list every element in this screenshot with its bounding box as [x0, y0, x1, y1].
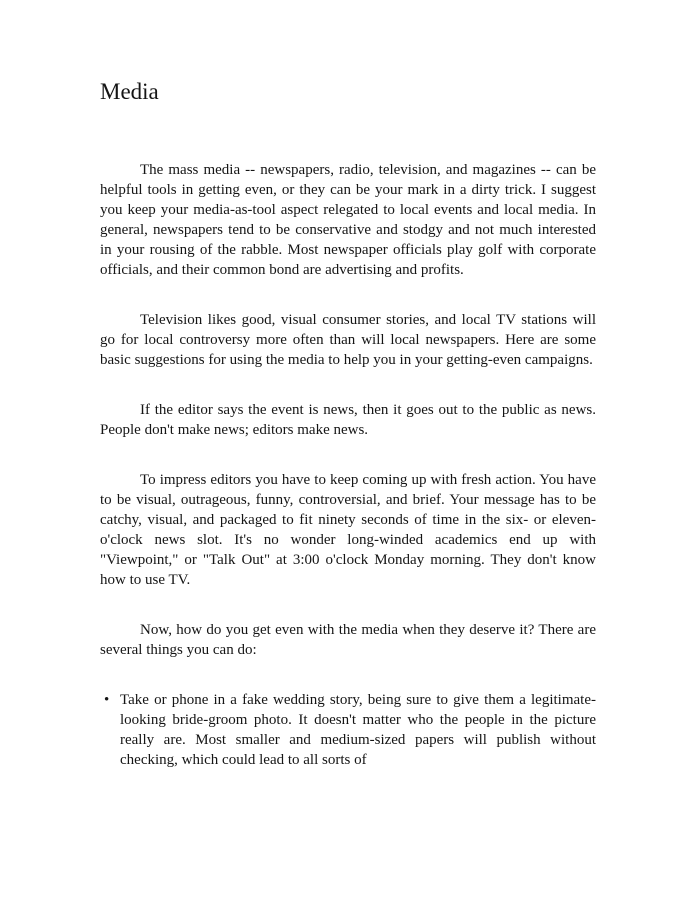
paragraph-editor: If the editor says the event is news, then it goes out to the public as news. People don't make news; editors make news. [100, 402, 596, 438]
bullet-icon: • [104, 692, 110, 708]
list-item [100, 690, 596, 770]
paragraph-television: Television likes good, visual consumer stories, and local TV stations will go for local controversy more often than will local newspapers. Here are some basic suggestions for using the media to help you in your getting-even campaigns. [100, 312, 596, 368]
paragraph-get-even: Now, how do you get even with the media when they deserve it? There are several things you can do: [100, 622, 596, 658]
page-title: Media [100, 79, 159, 104]
paragraph-mass-media: The mass media -- newspapers, radio, television, and magazines -- can be helpful tools in getting even, or they can be your mark in a dirty trick. I suggest you keep your media-as-tool aspect relegated to local events and local media. In general, newspapers tend to be conservative and stodgy and not much interested in your rousing of the rabble. Most newspaper officials play golf with corporate officials, and their common bond are advertising and profits. [100, 162, 596, 278]
list-item-text: Take or phone in a fake wedding story, being sure to give them a legitimate-looking bride-groom photo. It doesn't matter who the people in the picture really are. Most smaller and medium-sized papers will publish without checking, which could lead to all sorts of [120, 692, 596, 768]
paragraph-impress-editors: To impress editors you have to keep coming up with fresh action. You have to be visual, outrageous, funny, controversial, and brief. Your message has to be catchy, visual, and packaged to fit ninety seconds of time in the six- or eleven-o'clock news slot. It's no wonder long-winded academics end up with "Viewpoint," or "Talk Out" at 3:00 o'clock Monday morning. They don't know how to use TV. [100, 472, 596, 588]
bullet-list [100, 690, 596, 770]
